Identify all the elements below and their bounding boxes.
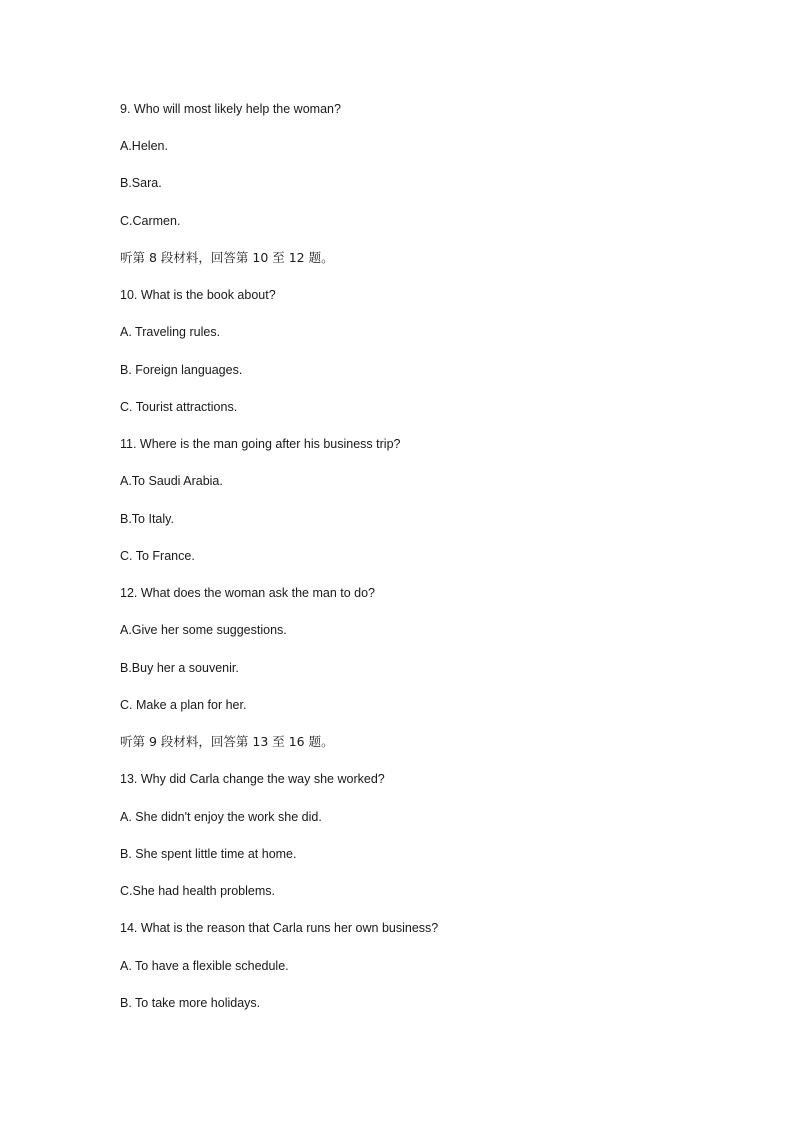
option-13a: A. She didn't enjoy the work she did. [120, 810, 322, 824]
question-11: 11. Where is the man going after his business trip? [120, 437, 401, 451]
option-10c: C. Tourist attractions. [120, 400, 238, 414]
option-13c: C.She had health problems. [120, 884, 275, 898]
question-10: 10. What is the book about? [120, 288, 276, 302]
question-12: 12. What does the woman ask the man to do? [120, 586, 376, 600]
question-9: 9. Who will most likely help the woman? [120, 102, 341, 116]
option-9a: A.Helen. [120, 139, 168, 153]
question-13: 13. Why did Carla change the way she worked? [120, 772, 385, 786]
question-14: 14. What is the reason that Carla runs her own business? [120, 921, 439, 935]
option-9b: B.Sara. [120, 176, 162, 190]
option-14b: B. To take more holidays. [120, 996, 261, 1010]
option-11b: B.To Italy. [120, 512, 174, 526]
section-heading-8: 听第 8 段材料，回答第 10 至 12 题。 [120, 250, 334, 265]
section-heading-9: 听第 9 段材料，回答第 13 至 16 题。 [120, 734, 334, 749]
option-11a: A.To Saudi Arabia. [120, 474, 223, 488]
option-12c: C. Make a plan for her. [120, 698, 247, 712]
option-12a: A.Give her some suggestions. [120, 623, 287, 637]
option-10b: B. Foreign languages. [120, 363, 243, 377]
option-9c: C.Carmen. [120, 214, 181, 228]
option-12b: B.Buy her a souvenir. [120, 661, 239, 675]
option-14a: A. To have a flexible schedule. [120, 959, 289, 973]
option-11c: C. To France. [120, 549, 195, 563]
option-10a: A. Traveling rules. [120, 325, 221, 339]
option-13b: B. She spent little time at home. [120, 847, 297, 861]
